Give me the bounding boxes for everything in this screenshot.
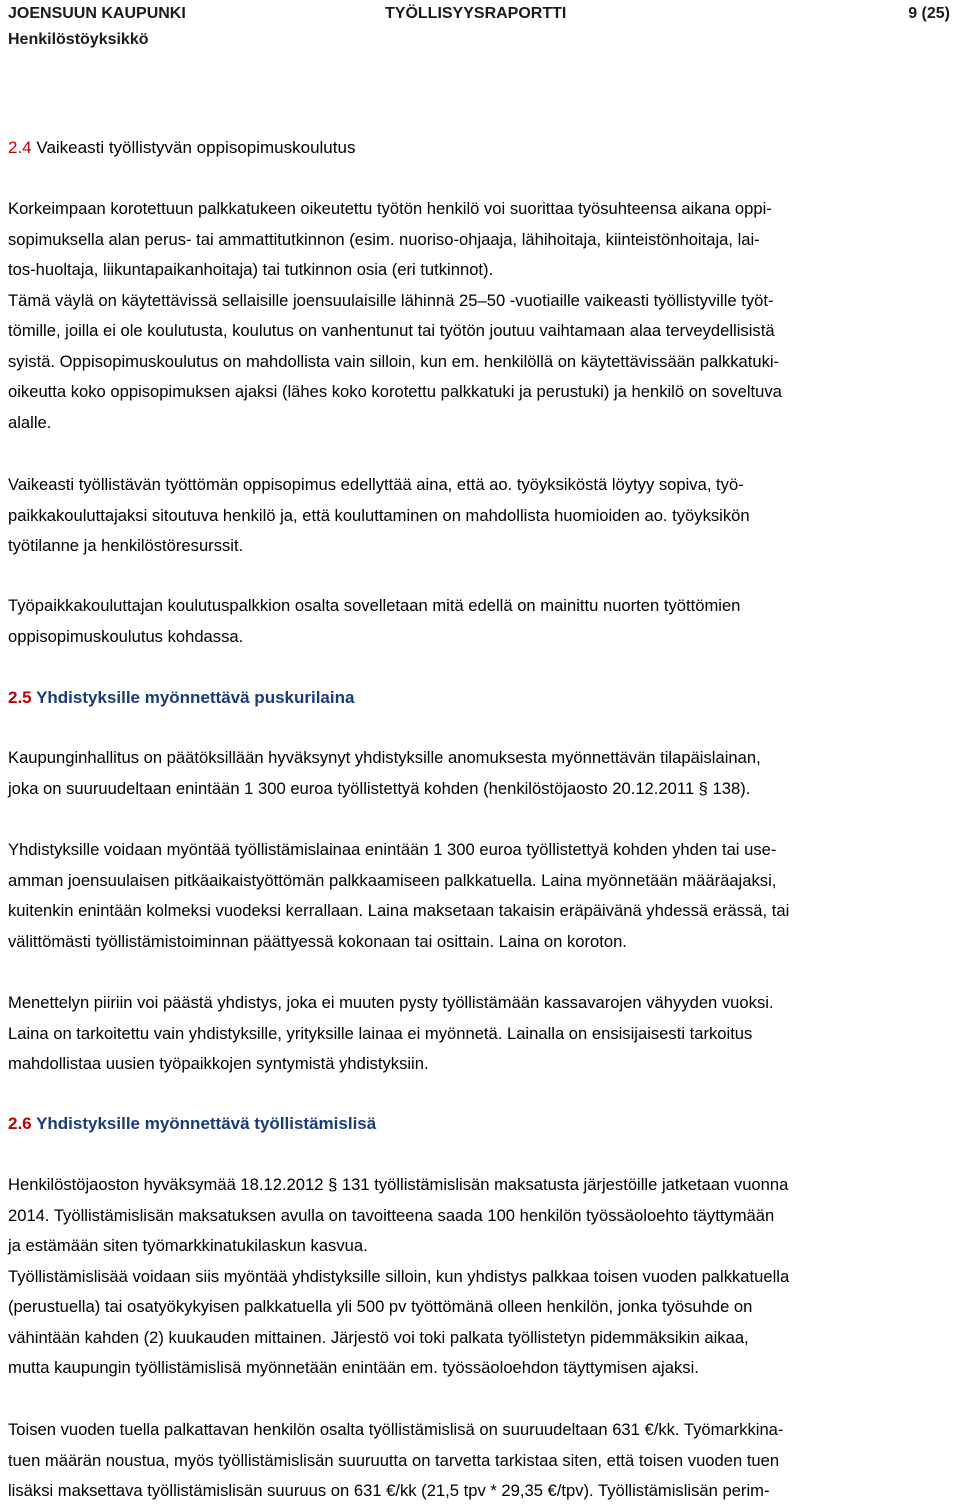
- text-line: 2014. Työllistämislisän maksatuksen avulla on tavoitteena saada 100 henkilön työssäoloehto täyttymään: [8, 1205, 775, 1225]
- header-report-title: TYÖLLISYYSRAPORTTI: [385, 5, 567, 22]
- section-number: 2.6: [8, 1114, 32, 1133]
- section-number: 2.5: [8, 688, 32, 707]
- text-line: syistä. Oppisopimuskoulutus on mahdollista vain silloin, kun em. henkilöllä on käytettävissään palkkatuki-: [8, 351, 780, 371]
- text-line: välittömästi työllistämistoiminnan päättyessä kokonaan tai osittain. Laina on koroton.: [8, 931, 627, 951]
- text-line: Vaikeasti työllistävän työttömän oppisopimus edellyttää aina, että ao. työyksiköstä löytyy sopiva, työ-: [8, 475, 744, 494]
- text-line: kuitenkin enintään kolmeksi vuodeksi kerrallaan. Laina maksetaan takaisin eräpäivänä yhdessä erässä, tai: [8, 901, 790, 920]
- text-line: Tämä väylä on käytettävissä sellaisille joensuulaisille lähinnä 25–50 -vuotiaille vaikeasti työllistyville työt-: [8, 290, 774, 310]
- text-line: joka on suuruudeltaan enintään 1 300 euroa työllistettyä kohden (henkilöstöjaosto 20.12.2011 § 138).: [8, 778, 751, 798]
- section-2-4-paragraph-3: [8, 591, 954, 652]
- text-line: Yhdistyksille voidaan myöntää työllistämislainaa enintään 1 300 euroa työllistettyä kohden yhden tai use-: [8, 840, 777, 859]
- section-2-5-paragraph-3: [8, 988, 954, 1080]
- text-line: mutta kaupungin työllistämislisä myönnetään enintään em. työssäoloehdon täyttymisen ajaksi.: [8, 1358, 699, 1377]
- text-line: Toisen vuoden tuella palkattavan henkilön osalta työllistämislisä on suuruudeltaan 631 €/kk. Työmarkkina-: [8, 1420, 784, 1439]
- section-2-6-paragraph-2: [8, 1415, 954, 1507]
- text-line: ja estämään siten työmarkkinatukilaskun kasvua.: [8, 1236, 368, 1255]
- header-unit: Henkilöstöyksikkö: [8, 31, 149, 48]
- section-title: Yhdistyksille myönnettävä työllistämislisä: [36, 1114, 377, 1133]
- text-line: vähintään kahden (2) kuukauden mittainen. Järjestö voi toki palkata työllistetyn pidemmäksikin aikaa,: [8, 1327, 749, 1347]
- section-2-4-paragraph-2: [8, 470, 954, 562]
- text-line: paikkakouluttajaksi sitoutuva henkilö ja, että kouluttaminen on mahdollista huomioiden ao. työyksikön: [8, 505, 750, 525]
- text-line: lisäksi maksettava työllistämislisän suuruus on 631 €/kk (21,5 tpv * 29,35 €/tpv). Työllistämislisän perim-: [8, 1481, 770, 1500]
- text-line: tuen määrän noustua, myös työllistämislisän suuruutta on tarvetta tarkistaa siten, että toisen vuoden tuen: [8, 1450, 780, 1470]
- page-header: [8, 0, 954, 60]
- section-title: Yhdistyksille myönnettävä puskurilaina: [36, 688, 355, 707]
- header-page-number: 9 (25): [908, 5, 950, 22]
- section-2-5-heading: [8, 683, 954, 713]
- text-line: työtilanne ja henkilöstöresurssit.: [8, 536, 244, 555]
- section-number: 2.4: [8, 138, 32, 157]
- text-line: oppisopimuskoulutus kohdassa.: [8, 626, 244, 646]
- text-line: Menettelyn piiriin voi päästä yhdistys, joka ei muuten pysty työllistämään kassavarojen vähyyden vuoksi.: [8, 993, 774, 1012]
- text-line: Henkilöstöjaoston hyväksymää 18.12.2012 § 131 työllistämislisän maksatusta järjestöille jatketaan vuonna: [8, 1175, 789, 1194]
- section-title: Vaikeasti työllistyvän oppisopimuskoulutus: [36, 138, 356, 157]
- section-2-6-heading: [8, 1109, 954, 1139]
- header-organization: JOENSUUN KAUPUNKI: [8, 5, 186, 22]
- text-line: Työpaikkakouluttajan koulutuspalkkion osalta sovelletaan mitä edellä on mainittu nuorten työttömien: [8, 596, 741, 615]
- section-2-6-paragraph-1: [8, 1170, 954, 1384]
- section-2-4-heading: [8, 133, 355, 163]
- text-line: alalle.: [8, 412, 52, 432]
- section-2-5-paragraph-1: [8, 743, 954, 804]
- text-line: (perustuella) tai osatyökykyisen palkkatuella yli 500 pv työttömänä olleen henkilön, jonka työsuhde on: [8, 1297, 753, 1316]
- text-line: Korkeimpaan korotettuun palkkatukeen oikeutettu työtön henkilö voi suorittaa työsuhteensa aikana oppi-: [8, 199, 772, 218]
- text-line: Kaupunginhallitus on päätöksillään hyväksynyt yhdistyksille anomuksesta myönnettävän tilapäislainan,: [8, 748, 761, 767]
- text-line: Laina on tarkoitettu vain yhdistyksille, yrityksille lainaa ei myönnetä. Lainalla on ensisijaisesti tarkoitus: [8, 1023, 753, 1043]
- text-line: Työllistämislisää voidaan siis myöntää yhdistyksille silloin, kun yhdistys palkkaa toisen vuoden palkkatuella: [8, 1266, 790, 1286]
- section-2-5-paragraph-2: [8, 835, 954, 957]
- section-2-4-paragraph-1: [8, 194, 954, 438]
- text-line: mahdollistaa uusien työpaikkojen syntymistä yhdistyksiin.: [8, 1054, 429, 1073]
- text-line: tömille, joilla ei ole koulutusta, koulutus on vanhentunut tai työtön joutuu vaihtamaan alaa terveydellisistä: [8, 321, 775, 340]
- text-line: tos-huoltaja, liikuntapaikanhoitaja) tai tutkinnon osia (eri tutkinnot).: [8, 260, 494, 279]
- text-line: sopimuksella alan perus- tai ammattitutkinnon (esim. nuoriso-ohjaaja, lähihoitaja, kiinteistönhoitaja, lai-: [8, 229, 760, 249]
- text-line: amman joensuulaisen pitkäaikaistyöttömän palkkaamiseen palkkatuella. Laina myönnetään määräajaksi,: [8, 870, 777, 890]
- text-line: oikeutta koko oppisopimuksen ajaksi (lähes koko korotettu palkkatuki ja perustuki) ja henkilö on soveltuva: [8, 382, 782, 401]
